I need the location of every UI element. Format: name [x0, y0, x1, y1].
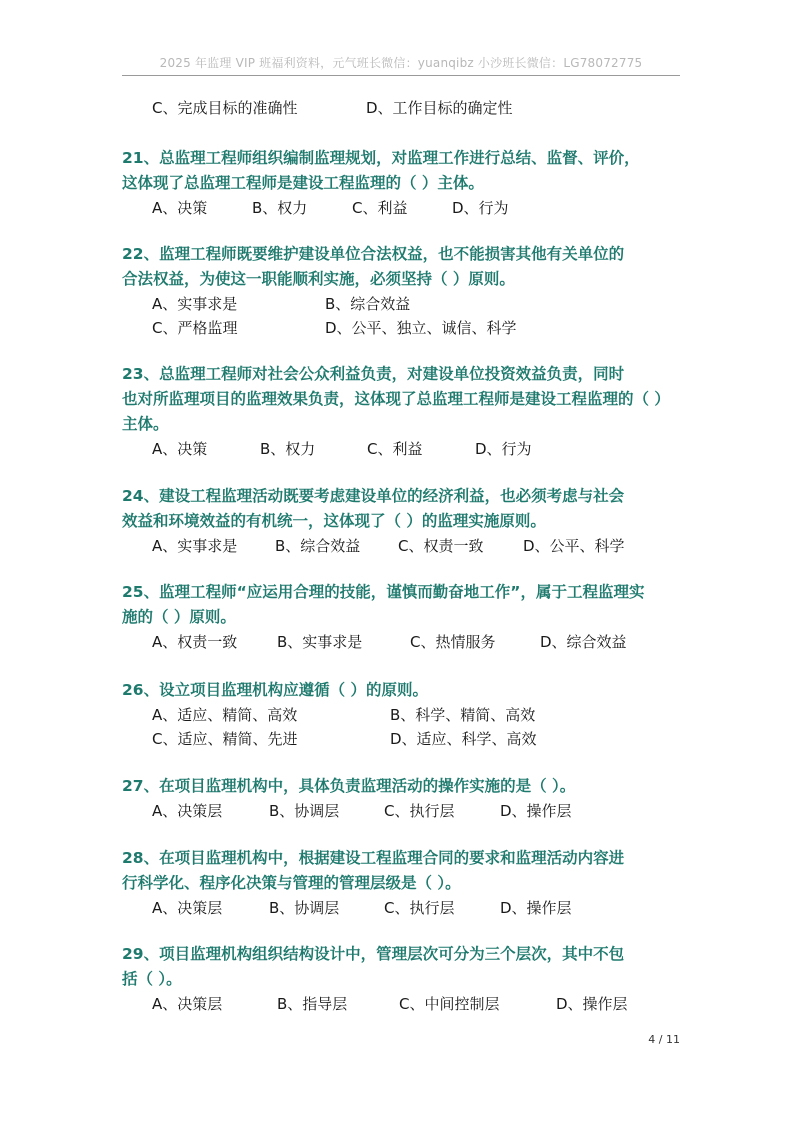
- question-24: [122, 484, 682, 558]
- option-b: B、权力: [260, 440, 316, 458]
- question-29: [122, 942, 682, 1016]
- option-row: [122, 992, 682, 1016]
- question-stem: 25、监理工程师“应运用合理的技能，谨慎而勤奋地工作”，属于工程监理实 施的（ ）原则。: [122, 583, 645, 626]
- page-header: 2025 年监理 VIP 班福利资料，元气班长微信：yuanqibz 小沙班长微信：LG78072775: [159, 56, 643, 70]
- option-row: [122, 96, 682, 120]
- option-d: D、公平、独立、诚信、科学: [325, 319, 517, 337]
- option-b: B、权力: [252, 199, 308, 217]
- question-23: [122, 362, 682, 461]
- option-row: [122, 316, 682, 340]
- option-a: A、实事求是: [152, 537, 238, 555]
- question-stem: 24、建设工程监理活动既要考虑建设单位的经济利益，也必须考虑与社会 效益和环境效益的有机统一，这体现了（ ）的监理实施原则。: [122, 487, 625, 530]
- option-c: C、利益: [367, 440, 423, 458]
- option-row: [122, 703, 682, 727]
- option-b: B、科学、精简、高效: [390, 706, 536, 724]
- option-c: C、中间控制层: [399, 995, 500, 1013]
- option-d: D、行为: [452, 199, 509, 217]
- question-stem: 21、总监理工程师组织编制监理规划，对监理工作进行总结、监督、评价， 这体现了总监理工程师是建设工程监理的（ ）主体。: [122, 149, 640, 192]
- option-row: [122, 896, 682, 920]
- option-row: [122, 437, 682, 461]
- option-row: [122, 292, 682, 316]
- option-a: A、决策: [152, 199, 208, 217]
- question-28: [122, 846, 682, 920]
- option-row: [122, 196, 682, 220]
- option-d: D、工作目标的确定性: [366, 99, 513, 117]
- option-row: [122, 799, 682, 823]
- option-row: [122, 534, 682, 558]
- option-a: A、决策层: [152, 802, 223, 820]
- option-c: C、权责一致: [398, 537, 484, 555]
- option-a: A、适应、精简、高效: [152, 706, 298, 724]
- option-c: C、完成目标的准确性: [152, 99, 298, 117]
- question-stem: 27、在项目监理机构中，具体负责监理活动的操作实施的是（ ）。: [122, 777, 576, 795]
- option-c: C、适应、精简、先进: [152, 730, 298, 748]
- option-c: C、严格监理: [152, 319, 238, 337]
- option-d: D、公平、科学: [523, 537, 625, 555]
- option-b: B、协调层: [269, 802, 340, 820]
- option-a: A、实事求是: [152, 295, 238, 313]
- option-c: C、执行层: [384, 802, 455, 820]
- option-a: A、决策层: [152, 995, 223, 1013]
- question-stem: 28、在项目监理机构中，根据建设工程监理合同的要求和监理活动内容进 行科学化、程序化决策与管理的管理层级是（ ）。: [122, 849, 625, 892]
- question-stem: 22、监理工程师既要维护建设单位合法权益，也不能损害其他有关单位的 合法权益，为使这一职能顺利实施，必须坚持（ ）原则。: [122, 245, 625, 288]
- option-b: B、指导层: [277, 995, 348, 1013]
- question-stem: 26、设立项目监理机构应遵循（ ）的原则。: [122, 681, 428, 699]
- option-b: B、实事求是: [277, 633, 363, 651]
- question-26: [122, 678, 682, 751]
- option-b: B、综合效益: [325, 295, 411, 313]
- question-stem: 29、项目监理机构组织结构设计中，管理层次可分为三个层次，其中不包 括（ ）。: [122, 945, 625, 988]
- option-d: D、行为: [475, 440, 532, 458]
- option-d: D、操作层: [500, 802, 572, 820]
- option-a: A、决策层: [152, 899, 223, 917]
- option-d: D、综合效益: [540, 633, 627, 651]
- option-c: C、热情服务: [410, 633, 496, 651]
- option-c: C、利益: [352, 199, 408, 217]
- question-27: [122, 774, 682, 823]
- question-21: [122, 146, 682, 220]
- option-a: A、决策: [152, 440, 208, 458]
- option-d: D、操作层: [500, 899, 572, 917]
- option-c: C、执行层: [384, 899, 455, 917]
- option-row: [122, 727, 682, 751]
- question-25: [122, 580, 682, 654]
- header-divider: [122, 75, 680, 76]
- option-b: B、综合效益: [275, 537, 361, 555]
- option-d: D、适应、科学、高效: [390, 730, 537, 748]
- option-b: B、协调层: [269, 899, 340, 917]
- option-a: A、权责一致: [152, 633, 238, 651]
- question-22: [122, 242, 682, 340]
- option-row: [122, 630, 682, 654]
- option-d: D、操作层: [556, 995, 628, 1013]
- question-stem: 23、总监理工程师对社会公众利益负责，对建设单位投资效益负责，同时 也对所监理项目的监理效果负责，这体现了总监理工程师是建设工程监理的（ ） 主体。: [122, 365, 670, 433]
- page-number: 4 / 11: [648, 1033, 680, 1046]
